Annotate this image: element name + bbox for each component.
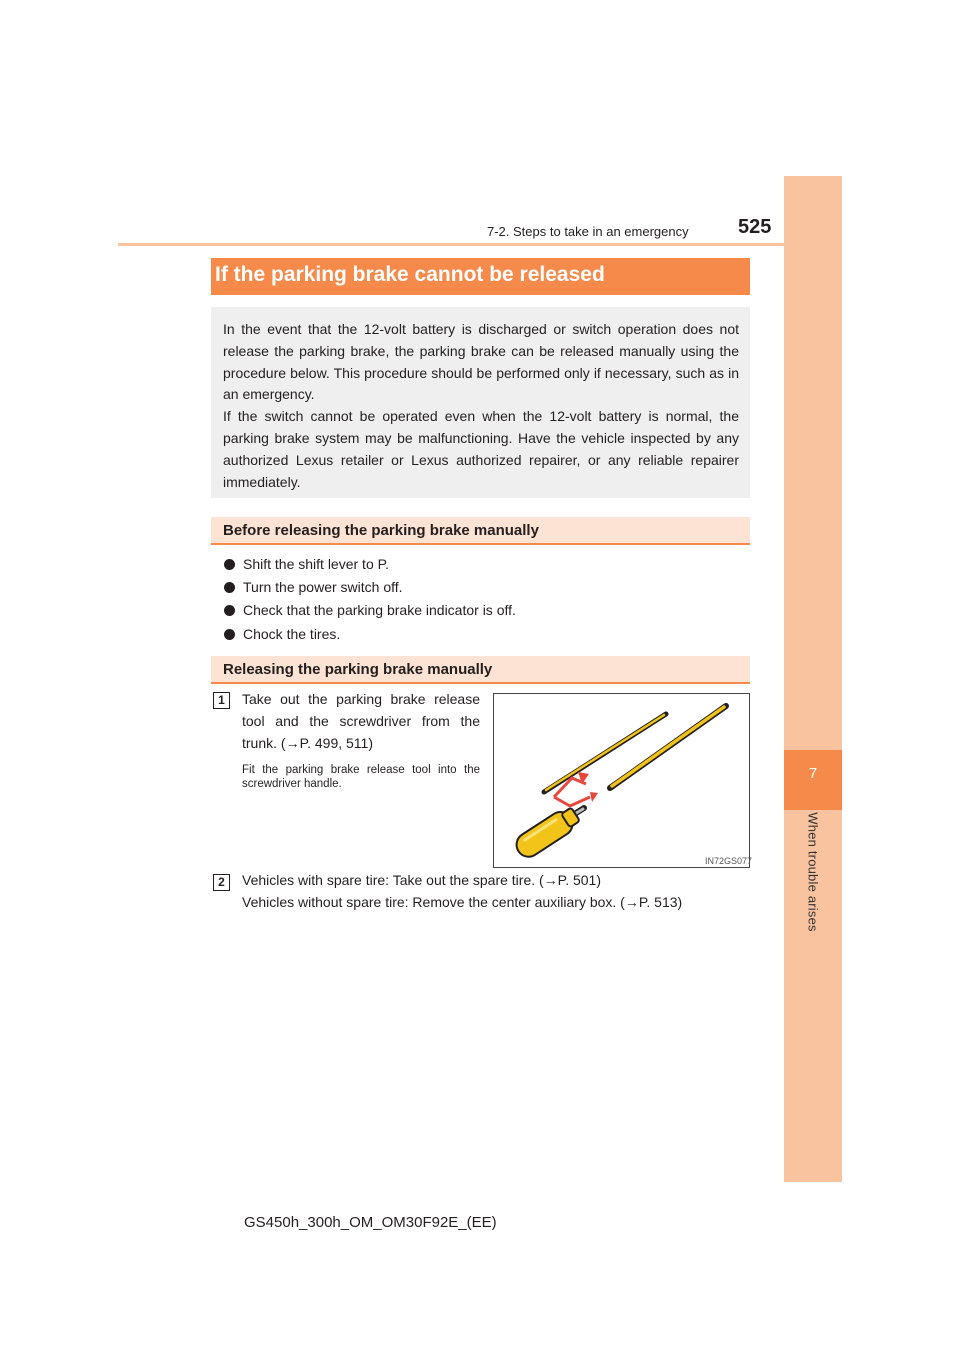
- page-title: If the parking brake cannot be released: [215, 263, 605, 286]
- bullet-text: Turn the power switch off.: [243, 579, 403, 595]
- releasing-heading: [211, 656, 750, 684]
- releasing-heading-text: Releasing the parking brake manually: [223, 661, 493, 678]
- intro-box: [211, 307, 750, 498]
- list-item: [224, 579, 403, 595]
- page-number: 525: [738, 216, 772, 238]
- step-1-text: Take out the parking brake release tool and the screwdriver from the trunk. (→P. 499, 511): [242, 691, 480, 751]
- step-1-note: Fit the parking brake release tool into the screwdriver handle.: [242, 764, 480, 790]
- intro-paragraph-2: If the switch cannot be operated even when the 12-volt battery is normal, the parking brake system may be malfunctioning. Have the vehicle inspected by any authorized Lexus retailer or Lexus authorized repairer, or any reliable repairer immediately.: [223, 408, 739, 490]
- screwdriver-and-tool-icon: [494, 694, 749, 867]
- bullet-text: Chock the tires.: [243, 626, 341, 642]
- section-header: 7-2. Steps to take in an emergency: [487, 224, 689, 239]
- before-releasing-heading-text: Before releasing the parking brake manually: [223, 522, 539, 539]
- bullet-text: Check that the parking brake indicator is off.: [243, 602, 516, 618]
- footer-document-code: GS450h_300h_OM_OM30F92E_(EE): [244, 1214, 497, 1231]
- step-2-line-2: Vehicles without spare tire: Remove the center auxiliary box. (→P. 513): [242, 894, 683, 910]
- chapter-number: 7: [808, 765, 818, 782]
- chapter-title: When trouble arises: [805, 812, 821, 932]
- step-2-badge: 2: [213, 874, 230, 891]
- bullet-icon: [224, 605, 235, 616]
- illustration-code: IN72GS077: [705, 856, 753, 866]
- bullet-text: Shift the shift lever to P.: [243, 556, 390, 572]
- tool-illustration: [493, 693, 753, 868]
- intro-paragraph-1: In the event that the 12-volt battery is discharged or switch operation does not release the parking brake, the parking brake can be released manually using the procedure below. This procedure should be performed only if necessary, such as in an emergency.: [223, 321, 739, 403]
- header-divider: [118, 243, 842, 246]
- bullet-icon: [224, 559, 235, 570]
- step-2-line-1: Vehicles with spare tire: Take out the spare tire. (→P. 501): [242, 872, 602, 888]
- list-item: [224, 626, 340, 642]
- step-1-badge: 1: [213, 692, 230, 709]
- list-item: [224, 556, 389, 572]
- list-item: [224, 602, 516, 618]
- bullet-icon: [224, 582, 235, 593]
- chapter-side-strip: [784, 176, 842, 1182]
- before-releasing-heading: [211, 517, 750, 545]
- bullet-icon: [224, 629, 235, 640]
